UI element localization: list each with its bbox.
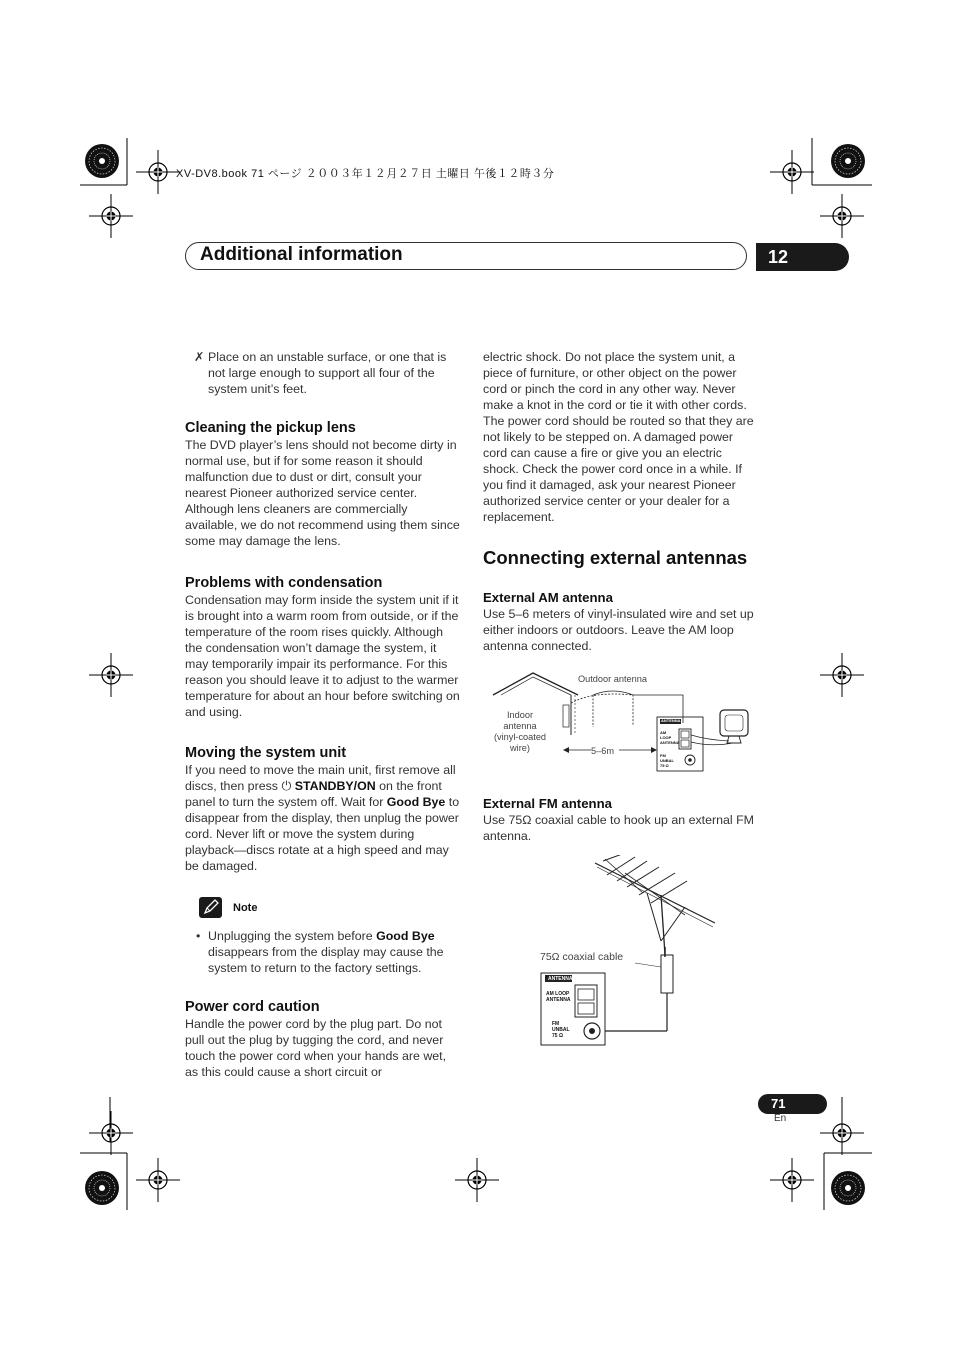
cleaning-body: The DVD player’s lens should not become dirty in normal use, but if for some reason it should malfunction due to dust or dirt, consult your nearest Pioneer authorized service center. Although lens cleaners are commercially available, we do not recommend using them since some may damage the lens. — [185, 438, 460, 548]
print-header: XV-DV8.book 71 ページ ２００３年１２月２７日 土曜日 午後１２時３分 — [176, 168, 555, 180]
antennas-heading: Connecting external antennas — [483, 547, 748, 568]
chapter-title: Additional information — [200, 244, 403, 265]
standby-label: STANDBY/ON — [294, 779, 376, 793]
moving-section — [185, 744, 460, 874]
power-cord-heading: Power cord caution — [185, 999, 320, 1015]
fm-body: Use 75Ω coaxial cable to hook up an external FM antenna. — [483, 813, 754, 843]
fm-panel-fm-label: FM UNBAL 75 Ω — [552, 1021, 570, 1039]
fm-panel-title: ANTENNA — [548, 976, 573, 982]
am-panel-am-loop-label: AM LOOP ANTENNA — [660, 730, 680, 745]
bullet-dot: • — [196, 929, 201, 943]
coaxial-cable-label: 75Ω coaxial cable — [540, 951, 624, 963]
note-label: Note — [233, 902, 258, 914]
intro-bullet-text: Place on an unstable surface, or one that is not large enough to support all four of the system unit’s feet. — [208, 350, 447, 396]
intro-bullet — [194, 349, 460, 397]
continued-text: electric shock. Do not place the system unit, a piece of furniture, or other object on the power cord or pinch the cord in any other way. Never make a knot in the cord or tie it with other cords. The power cord should be routed so that they are not likely to be stepped on. A damaged power cord can cause a fire or give you an electric shock. Check the power cord once in a while. If you find it damaged, ask your nearest Pioneer authorized service center or your dealer for a replacement. — [483, 350, 754, 524]
indoor-antenna-label: Indoor antenna (vinyl-coated wire) — [493, 710, 547, 753]
good-bye-label: Good Bye — [386, 795, 446, 809]
cleaning-heading: Cleaning the pickup lens — [185, 420, 356, 436]
power-cord-section — [185, 998, 460, 1080]
am-section — [483, 589, 758, 654]
note-icon — [199, 897, 222, 918]
page-number: 71 — [758, 1094, 827, 1114]
power-cord-body: Handle the power cord by the plug part. Do not pull out the plug by tugging the cord, and never touch the power cord when your hands are wet, as this could cause a short circuit or — [185, 1017, 447, 1079]
moving-body: If you need to move the main unit, first remove all discs, then press ⏻ STANDBY/ON on the front panel to turn the system off. Wait for Good Bye to disappear from the display, then unplug the power cord. Never lift or move the system during playback—discs rotate at a high speed and may be damaged. — [185, 763, 460, 873]
page-language: En — [774, 1113, 787, 1124]
fm-heading: External FM antenna — [483, 796, 612, 811]
note-bullet — [196, 928, 460, 976]
condensation-body: Condensation may form inside the system unit if it is brought into a warm room from outside, or if the temperature of the room rises quickly. Although the condensation won’t damage the system, it may temporarily impair its performance. For this reason you should leave it to adjust to the warmer temperature for about an hour before switching on and using. — [185, 593, 460, 719]
cross-bullet-icon: ✗ — [194, 350, 205, 364]
am-heading: External AM antenna — [483, 590, 613, 605]
note-text: Unplugging the system before Good Bye disappears from the display may cause the system to return to the factory settings. — [208, 929, 444, 975]
am-panel-fm-label: FM UNBAL 75 Ω — [660, 753, 674, 768]
power-icon: ⏻ — [281, 779, 292, 793]
distance-label: 5–6m — [591, 746, 614, 756]
moving-heading: Moving the system unit — [185, 745, 347, 761]
outdoor-antenna-label: Outdoor antenna — [578, 674, 647, 684]
am-panel-title: ANTENNA — [661, 718, 681, 723]
condensation-section — [185, 574, 460, 720]
cleaning-section — [185, 419, 460, 549]
condensation-heading: Problems with condensation — [185, 575, 383, 591]
fm-panel-am-loop-label: AM LOOP ANTENNA — [546, 991, 571, 1003]
fm-section — [483, 795, 758, 844]
chapter-number: 12 — [756, 243, 849, 271]
am-body: Use 5–6 meters of vinyl-insulated wire and set up either indoors or outdoors. Leave the AM loop antenna connected. — [483, 607, 754, 653]
